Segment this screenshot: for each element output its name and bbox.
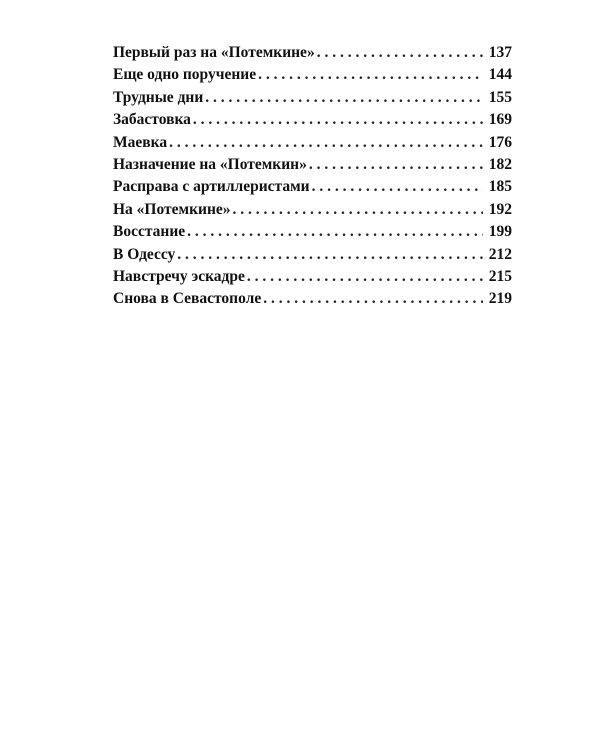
toc-dot-leader bbox=[258, 64, 483, 86]
toc-page-number: 185 bbox=[488, 178, 512, 196]
toc-dot-leader bbox=[205, 87, 483, 109]
toc-dot-leader bbox=[263, 288, 483, 310]
toc-dot-leader bbox=[187, 221, 483, 243]
toc-entry-title: Восстание bbox=[113, 223, 186, 241]
toc-entry[interactable] bbox=[113, 109, 512, 131]
toc-entry-title: На «Потемкине» bbox=[113, 200, 231, 218]
toc-page-number: 169 bbox=[488, 111, 512, 129]
toc-page-number: 182 bbox=[488, 155, 512, 173]
toc-dot-leader bbox=[177, 244, 483, 266]
toc-page-number: 137 bbox=[488, 44, 512, 61]
toc-page-number: 199 bbox=[488, 223, 512, 241]
toc-dot-leader bbox=[247, 266, 483, 288]
toc-dot-leader bbox=[193, 109, 483, 131]
toc-entry-title: Еще одно поручение bbox=[113, 66, 257, 84]
toc-entry[interactable] bbox=[113, 42, 512, 64]
toc-entry[interactable] bbox=[113, 221, 512, 243]
toc-entry[interactable] bbox=[113, 244, 512, 266]
table-of-contents bbox=[113, 42, 512, 311]
toc-entry-title: Назначение на «Потемкин» bbox=[113, 155, 307, 173]
toc-entry-title: Первый раз на «Потемкине» bbox=[113, 44, 315, 61]
toc-dot-leader bbox=[309, 154, 483, 176]
toc-page-number: 192 bbox=[488, 200, 512, 218]
toc-page-number: 219 bbox=[488, 290, 512, 308]
toc-entry[interactable] bbox=[113, 176, 512, 198]
toc-entry[interactable] bbox=[113, 199, 512, 221]
toc-entry-title: В Одессу bbox=[113, 245, 176, 263]
toc-entry-title: Забастовка bbox=[113, 111, 191, 129]
toc-dot-leader bbox=[312, 176, 483, 198]
toc-dot-leader bbox=[233, 199, 483, 221]
toc-page-number: 155 bbox=[488, 88, 512, 106]
toc-entry-title: Трудные дни bbox=[113, 88, 204, 106]
toc-dot-leader bbox=[169, 132, 483, 154]
toc-entry-title: Расправа с артиллеристами bbox=[113, 178, 310, 196]
toc-entry[interactable] bbox=[113, 154, 512, 176]
toc-page-number: 176 bbox=[488, 133, 512, 151]
toc-page-number: 215 bbox=[488, 267, 512, 285]
toc-entry[interactable] bbox=[113, 288, 512, 310]
toc-page-number: 144 bbox=[488, 66, 512, 84]
toc-dot-leader bbox=[317, 42, 483, 64]
toc-entry[interactable] bbox=[113, 87, 512, 109]
toc-entry[interactable] bbox=[113, 266, 512, 288]
toc-entry[interactable] bbox=[113, 64, 512, 86]
toc-entry-title: Навстречу эскадре bbox=[113, 267, 245, 285]
toc-entry-title: Снова в Севастополе bbox=[113, 290, 262, 308]
toc-entry[interactable] bbox=[113, 132, 512, 154]
toc-entry-title: Маевка bbox=[113, 133, 168, 151]
toc-page-number: 212 bbox=[488, 245, 512, 263]
